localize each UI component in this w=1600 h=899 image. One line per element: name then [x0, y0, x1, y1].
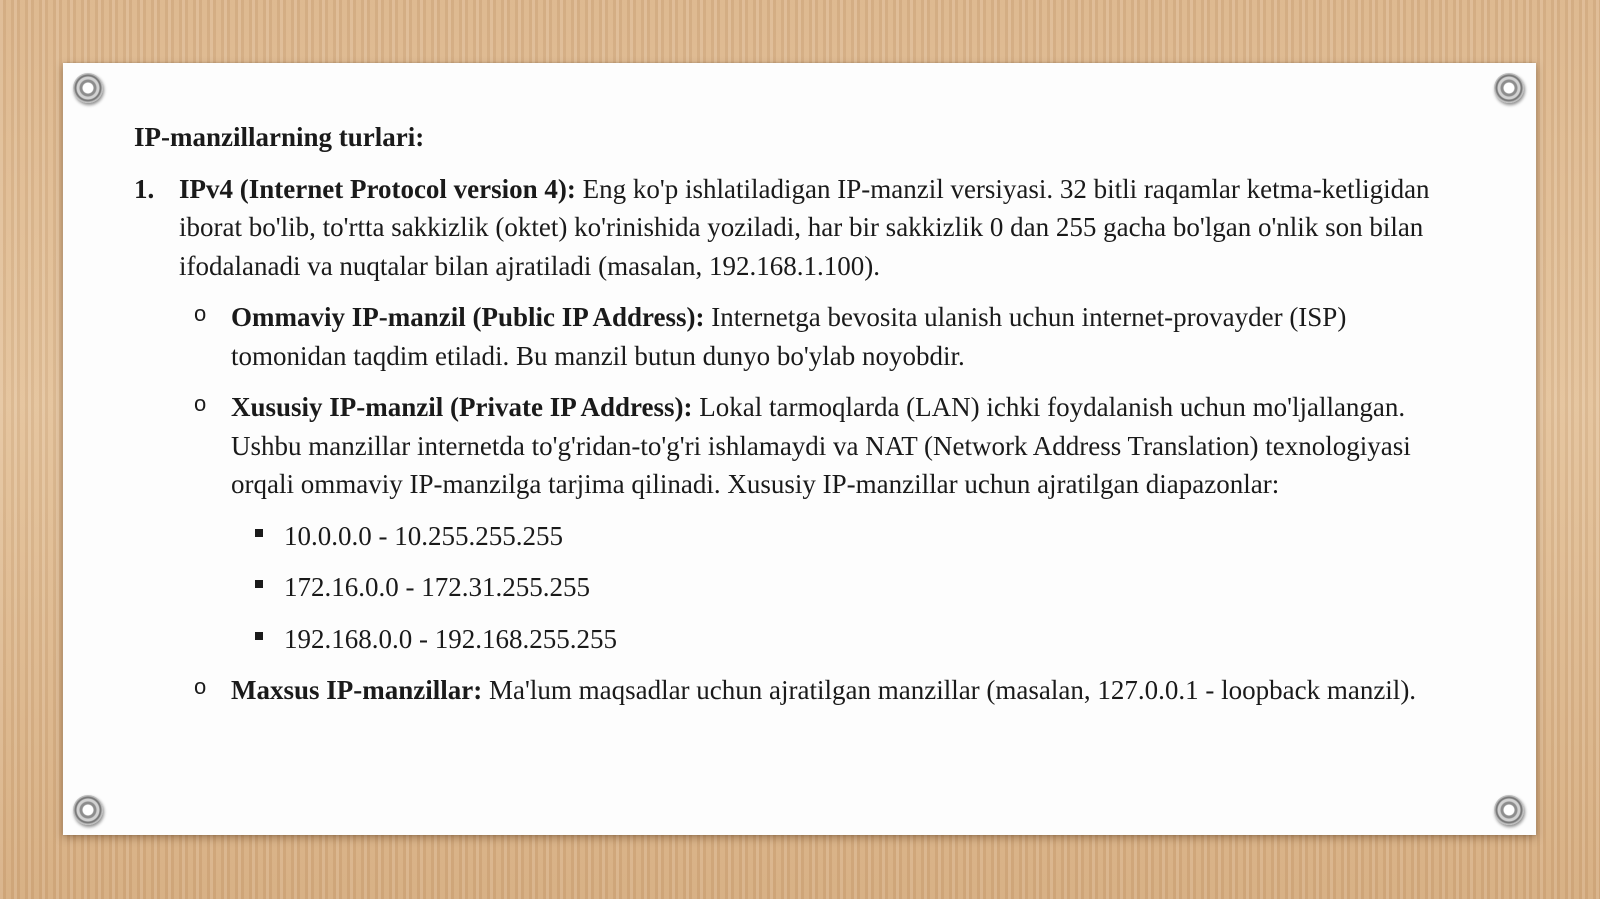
item-term: IPv4 (Internet Protocol version 4):	[179, 173, 576, 204]
square-bullet-icon	[255, 529, 263, 537]
range-item	[284, 568, 1464, 607]
square-bullet-icon	[255, 632, 263, 640]
sub-item-public-ip	[194, 298, 1464, 375]
item-term: Maxsus IP-manzillar:	[231, 675, 483, 705]
item-term: Ommaviy IP-manzil (Public IP Address):	[231, 302, 705, 332]
item-description: Ma'lum maqsadlar uchun ajratilgan manzillar (masalan, 127.0.0.1 - loopback manzil).	[482, 675, 1417, 705]
range-text: 172.16.0.0 - 172.31.255.255	[284, 572, 590, 602]
item-description: Internetga bevosita ulanish uchun internet-provayder (ISP) tomonidan taqdim etiladi. Bu manzil butun dunyo bo'ylab noyobdir.	[231, 302, 1347, 371]
range-text: 192.168.0.0 - 192.168.255.255	[284, 623, 617, 654]
slide-heading: IP-manzillarning turlari:	[134, 122, 425, 152]
pin-icon	[73, 795, 103, 825]
list-item-ipv4	[134, 170, 1464, 286]
range-text: 10.0.0.0 - 10.255.255.255	[284, 520, 563, 551]
circle-bullet-icon: o	[194, 301, 207, 326]
item-term: Xususiy IP-manzil (Private IP Address):	[231, 392, 693, 422]
list-number: 1.	[134, 173, 155, 204]
pin-icon	[1494, 795, 1524, 825]
slide-content	[134, 118, 1464, 723]
circle-bullet-icon: o	[194, 391, 207, 416]
item-description: Eng ko'p ishlatiladigan IP-manzil versiyasi. 32 bitli raqamlar ketma-ketligidan iborat bo'lib, to'rtta sakkizlik (oktet) ko'rinishida yoziladi, har bir sakkizlik 0 dan 255 gacha bo'lgan o'nlik son bilan ifodalanadi va nuqtalar bilan ajratiladi (masalan, 192.168.1.100).	[179, 173, 1430, 281]
pin-icon	[1494, 73, 1524, 103]
item-description: Lokal tarmoqlarda (LAN) ichki foydalanish uchun mo'ljallangan. Ushbu manzillar internetda to'g'ridan-to'g'ri ishlamaydi va NAT (Network Address Translation) texnologiyasi orqali ommaviy IP-manzilga tarjima qilinadi. Xususiy IP-manzillar uchun ajratilgan diapazonlar:	[231, 392, 1411, 499]
slide-panel	[63, 63, 1536, 835]
pin-icon	[73, 73, 103, 103]
circle-bullet-icon: o	[194, 674, 207, 699]
range-item	[284, 620, 1464, 659]
range-item	[284, 517, 1464, 556]
square-bullet-icon	[255, 580, 263, 588]
sub-item-special-ip	[194, 671, 1464, 710]
sub-item-private-ip	[194, 388, 1464, 504]
